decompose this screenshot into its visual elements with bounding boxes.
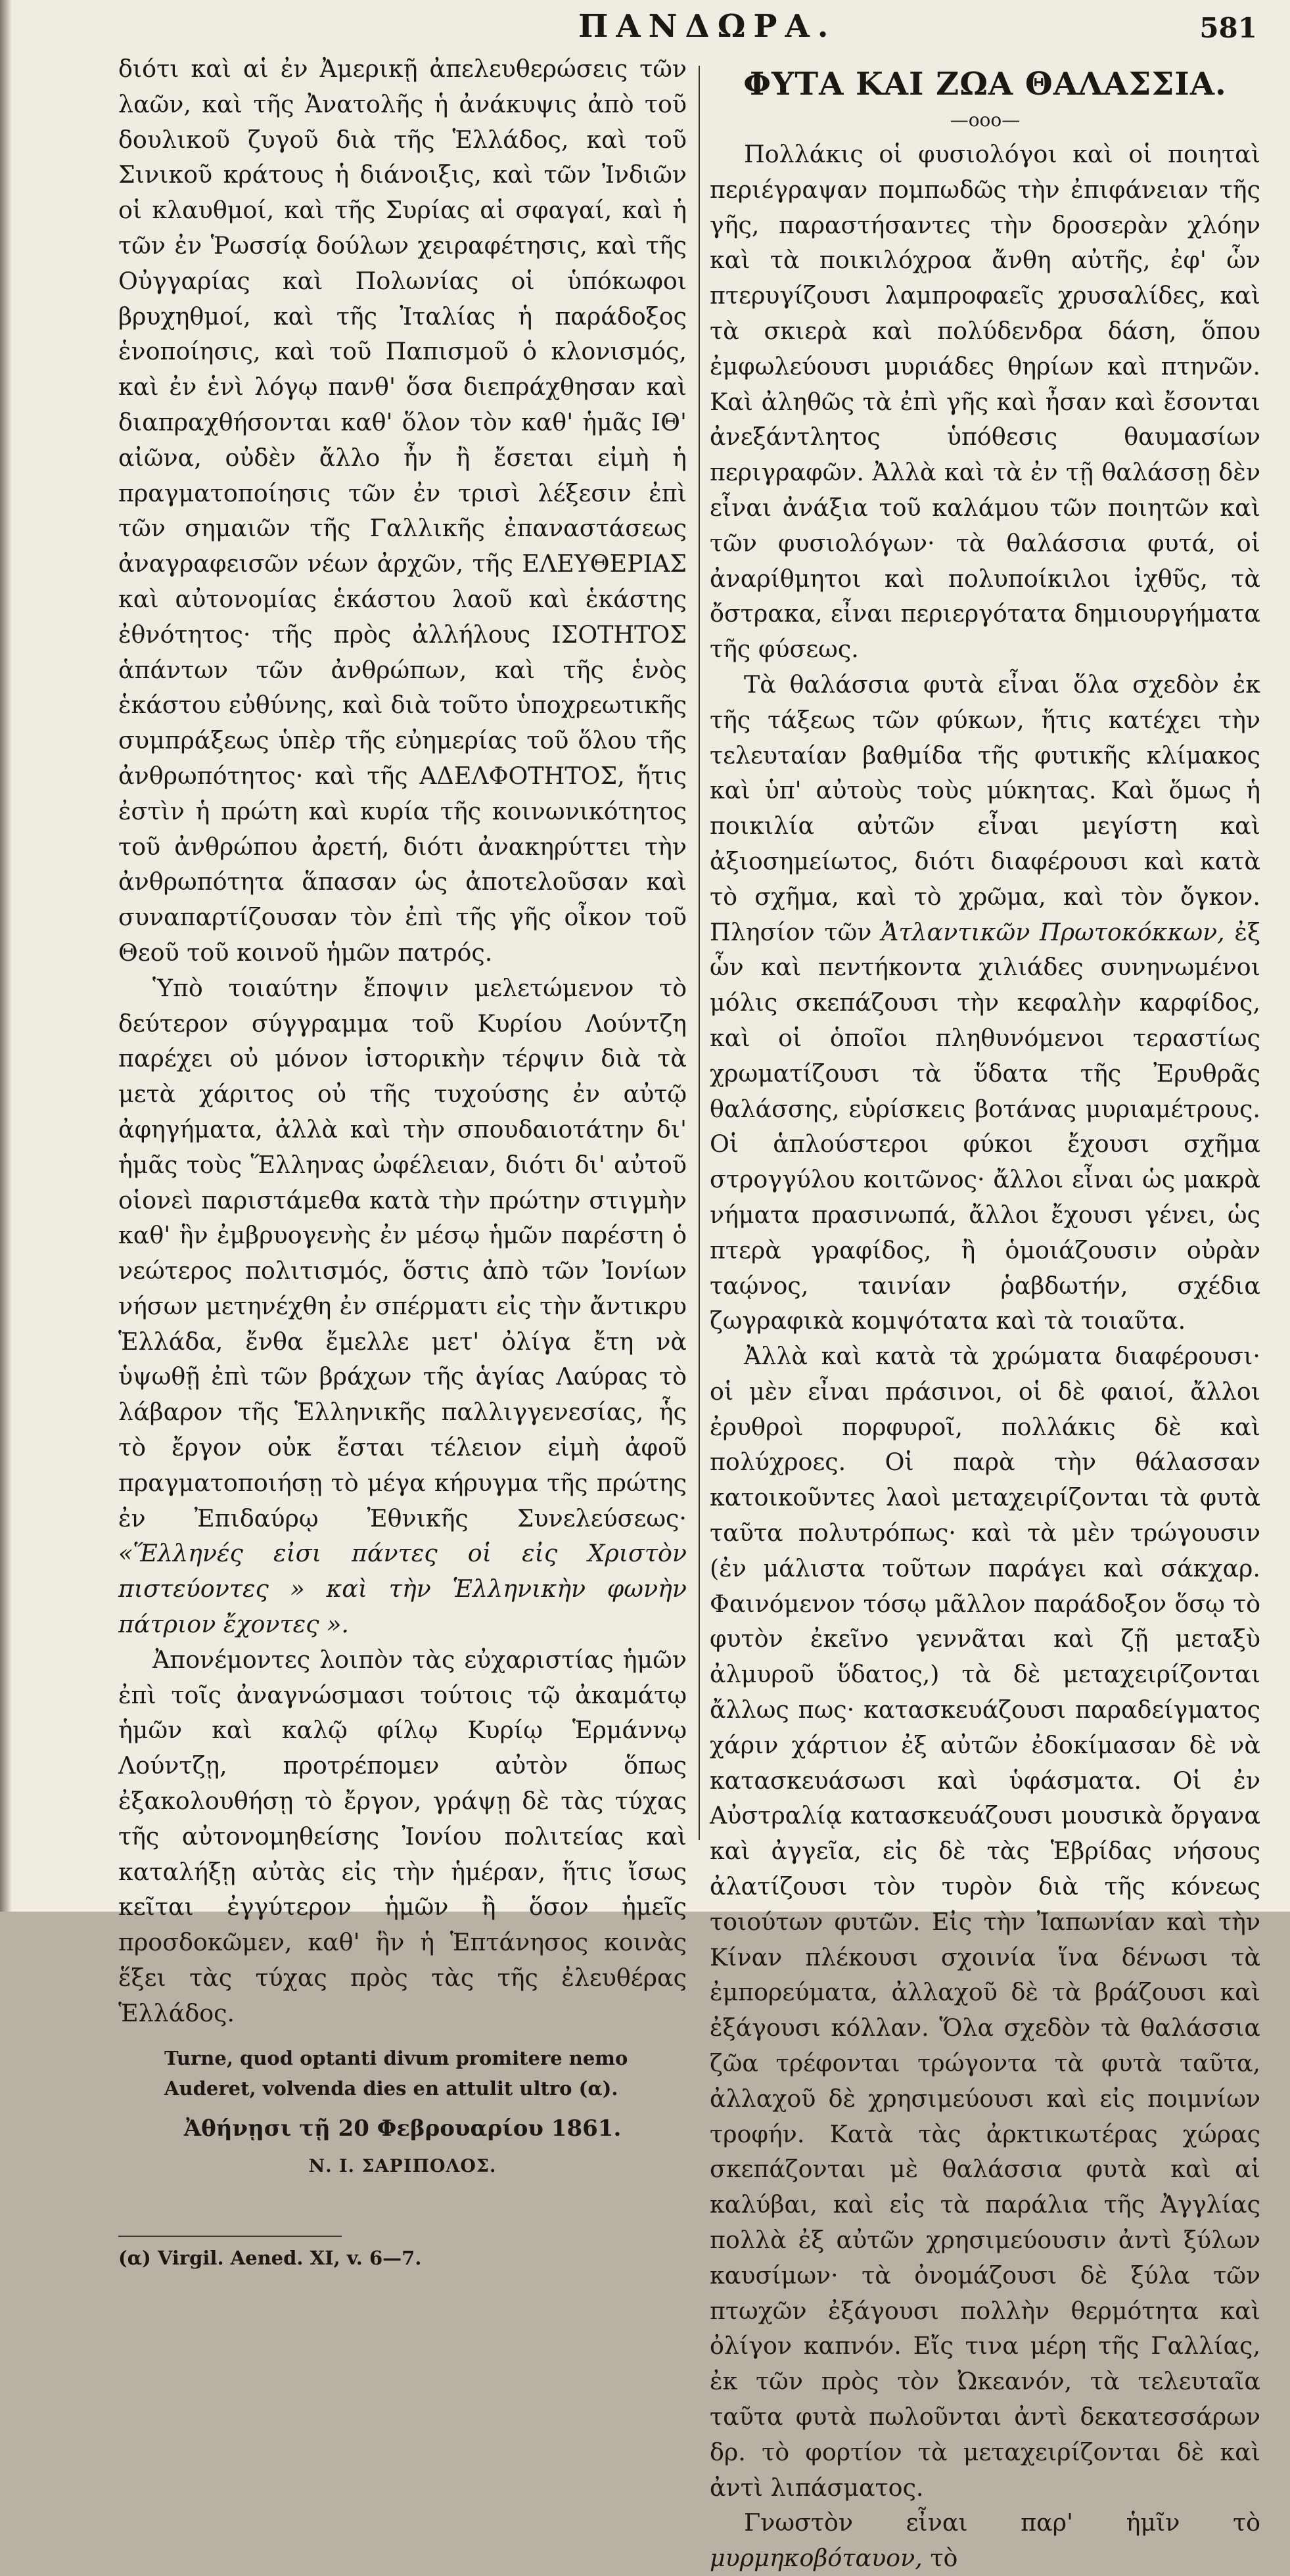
left-paragraph-2-text: Ὑπὸ τοιαύτην ἔποψιν μελετώμενον τὸ δεύτερον σύγγραμμα τοῦ Κυρίου Λούντζη παρέχει οὐ μόνον ἱστορικὴν τέρψιν διὰ τὰ μετὰ χάριτος οὐ τῆς τυχούσης ἐν αὐτῷ ἀφηγήματα, ἀλλὰ καὶ τὴν σπουδαιοτάτην δι' ἡμᾶς τοὺς Ἕλληνας ὠφέλειαν, διότι δι' αὐτοῦ οἱονεὶ παριστάμεθα κατὰ τὴν πρώτην στιγμὴν καθ' ἣν ἐμβρυογενὴς ἐν μέσῳ ἡμῶν παρέστη ὁ νεώτερος πολιτισμός, ὅστις ἀπὸ τῶν Ἰονίων νήσων μετηνέχθη ἐν σπέρματι εἰς τὴν ἄντικρυ Ἑλλάδα, ἔνθα ἔμελλε μετ' ὀλίγα ἔτη νὰ ὑψωθῇ ἐπὶ τῶν βράχων τῆς ἁγίας Λαύρας τὸ λάβαρον τῆς Ἑλληνικῆς παλλιγγενεσίας, ἧς τὸ ἔργον οὐκ ἔσται τέλειον εἰμὴ ἀφοῦ πραγματοποιήσῃ τὸ μέγα κήρυγμα τῆς πρώτης ἐν Ἐπιδαύρῳ Ἐθνικῆς Συνελεύσεως· — [118, 973, 687, 1532]
right-paragraph-4 — [710, 2505, 1260, 2576]
ant-plant-term: μυρμηκοβόταυον, — [710, 2544, 923, 2573]
atlantic-protococcus-term: Ἀτλαντικῶν Πρωτοκόκκων, — [881, 917, 1225, 946]
right-column — [710, 51, 1260, 2576]
binding-shadow — [0, 0, 12, 1912]
right-paragraph-2-text-b: ἐξ ὧν καὶ πεντήκοντα χιλιάδες συνηνωμένοι μόλις σκεπάζουσι τὴν κεφαλὴν καρφίδος, καὶ οἱ ὁποῖοι πληθυνόμενοι τεραστίως χρωματίζουσι τὰ ὕδατα τῆς Ἐρυθρᾶς θαλάσσης, εὑρίσκεις βοτάνας μυριαμέτρους. Οἱ ἁπλούστεροι φύκοι ἔχουσι σχῆμα στρογγύλου κοιτῶνος· ἄλλοι εἶναι ὡς μακρὰ νήματα πρασινωπά, ἄλλοι ἔχουσι γένει, ὡς πτερὰ γραφίδος, ἢ ὁμοιάζουσιν οὐρὰν ταῴνος, ταινίαν ῥαβδωτήν, σχέδια ζωγραφικὰ κομψότατα καὶ τὰ τοιαῦτα. — [710, 917, 1260, 1335]
right-paragraph-2 — [710, 667, 1260, 1339]
running-title: ΠΑΝΔΩΡΑ. — [578, 8, 837, 45]
footnote-rule — [118, 2236, 342, 2237]
author-signature: Ν. Ι. ΣΑΡΙΠΟΛΟΣ. — [308, 2156, 497, 2177]
right-paragraph-2-text-a: Τὰ θαλάσσια φυτὰ εἶναι ὅλα σχεδὸν ἐκ τῆς τάξεως τῶν φύκων, ἥτις κατέχει τὴν τελευταίαν βαθμίδα τῆς φυτικῆς κλίμακος καὶ ὑπ' αὐτοὺς τοὺς μύκητας. Καὶ ὅμως ἡ ποικιλία αὐτῶν εἶναι μεγίστη καὶ ἀξιοσημείωτος, διότι διαφέρουσι καὶ κατὰ τὸ σχῆμα, καὶ τὸ χρῶμα, καὶ τὸν ὄγκον. Πλησίον τῶν — [710, 670, 1260, 946]
right-paragraph-1: Πολλάκις οἱ φυσιολόγοι καὶ οἱ ποιηταὶ περιέγραψαν πομπωδῶς τὴν ἐπιφάνειαν τῆς γῆς, παραστήσαντες τὴν δροσερὰν χλόην καὶ τὰ ποικιλόχροα ἄνθη αὐτῆς, ἐφ' ὧν πτερυγίζουσι λαμπροφαεῖς χρυσαλίδες, καὶ τὰ σκιερὰ καὶ πολύδενδρα δάση, ὅπου ἐμφωλεύουσι μυριάδες θηρίων καὶ πτηνῶν. Καὶ ἀληθῶς τὰ ἐπὶ γῆς καὶ ἦσαν καὶ ἔσονται ἀνεξάντλητος ὑπόθεσις θαυμασίων περιγραφῶν. Ἀλλὰ καὶ τὰ ἐν τῇ θαλάσσῃ δὲν εἶναι ἀνάξια τοῦ καλάμου τῶν ποιητῶν καὶ τῶν φυσιολόγων· τὰ θαλάσσια φυτά, οἱ ἀναρίθμητοι καὶ πολυποίκιλοι ἰχθῦς, τὰ ὄστρακα, εἶναι περιεργότατα δημιουργήματα τῆς φύσεως. — [710, 140, 1260, 664]
left-paragraph-3: Ἀπονέμοντες λοιπὸν τὰς εὐχαριστίας ἡμῶν ἐπὶ τοῖς ἀναγνώσμασι τούτοις τῷ ἀκαμάτῳ ἡμῶν καὶ καλῷ φίλῳ Κυρίῳ Ἑρμάννῳ Λούντζῃ, προτρέπομεν αὐτὸν ὅπως ἐξακολουθήσῃ τὸ ἔργον, γράψῃ δὲ τὰς τύχας τῆς αὐτονομηθείσης Ἰονίου πολιτείας καὶ καταλήξῃ αὐτὰς εἰς τὴν ἡμέραν, ἥτις ἴσως κεῖται ἐγγύτερον ἡμῶν ἢ ὅσον ἡμεῖς προσδοκῶμεν, καθ' ἣν ἡ Ἑπτάνησος κοινὰς ἕξει τὰς τύχας πρὸς τὰς τῆς ἐλευθέρας Ἑλλάδος. — [118, 1645, 687, 2027]
right-paragraph-4-start: Γνωστὸν εἶναι παρ' ἡμῖν τὸ — [744, 2508, 1260, 2537]
dateline: Ἀθήνῃσι τῇ 20 Φεβρουαρίου 1861. — [183, 2115, 622, 2142]
assembly-proclamation-quote: «Ἕλληνές εἰσι πάντες οἱ εἰς Χριστὸν πιστεύοντες » καὶ τὴν Ἑλληνικὴν φωνὴν πάτριον ἔχοντες ». — [118, 1539, 687, 1639]
latin-quote-line-1: Turne, quod optanti divum promitere nemo — [164, 2046, 628, 2069]
left-paragraph-2 — [118, 971, 687, 1642]
footnote: (α) Virgil. Aened. XI, v. 6—7. — [118, 2247, 422, 2270]
page-header — [0, 0, 1290, 51]
right-paragraph-4-end: τὸ — [930, 2544, 958, 2573]
title-ornament: —ooo— — [950, 109, 1021, 131]
page-number: 581 — [1199, 12, 1257, 44]
right-paragraph-3: Ἀλλὰ καὶ κατὰ τὰ χρώματα διαφέρουσι· οἱ μὲν εἶναι πράσινοι, οἱ δὲ φαιοί, ἄλλοι ἐρυθροὶ πορφυροῖ, πολλάκις δὲ καὶ πολύχροες. Οἱ παρὰ τὴν θάλασσαν κατοικοῦντες λαοὶ μεταχειρίζονται τὰ φυτὰ ταῦτα πολυτρόπως· καὶ τὰ μὲν τρώγουσιν (ἐν μάλιστα τοῦτων παράγει καὶ σάκχαρ. Φαινόμενον τόσῳ μᾶλλον παράδοξον ὅσῳ τὸ φυτὸν ἐκεῖνο γεννᾶται καὶ ζῇ μεταξὺ ἀλμυροῦ ὕδατος,) τὰ δὲ μεταχειρίζονται ἄλλως πως· κατασκευάζουσι παραδείγματος χάριν χάρτιον ἐξ αὐτῶν ἐδοκίμασαν δὲ νὰ κατασκευάσωσι καὶ ὑφάσματα. Οἱ ἐν Αὐστραλίᾳ κατασκευάζουσι μουσικὰ ὄργανα καὶ ἀγγεῖα, εἰς δὲ τὰς Ἑβρίδας νήσους ἀλατίζουσι τὸν τυρὸν διὰ τῆς κόνεως τοιούτων φυτῶν. Εἰς τὴν Ἰαπωνίαν καὶ τὴν Κίναν πλέκουσι σχοινία ἵνα δένωσι τὰ ἐμπορεύματα, ἀλλαχοῦ δὲ τὰ βράζουσι καὶ ἐξάγουσι κόλλαν. Ὅλα σχεδὸν τὰ θαλάσσια ζῶα τρέφονται τρώγοντα τὰ φυτὰ ταῦτα, ἀλλαχοῦ δὲ χρησιμεύουσι καὶ εἰς ποιμνίων τροφήν. Κατὰ τὰς ἀρκτικωτέρας χώρας σκεπάζονται μὲ θαλάσσια φυτὰ καὶ αἱ καλύβαι, καὶ εἰς τὰ παράλια τῆς Ἀγγλίας πολλὰ ἐξ αὐτῶν χρησιμεύουσιν ἀντὶ ξύλων καυσίμων· τὰ ὀνομάζουσι δὲ ξύλα τῶν πτωχῶν ἐξάγουσι πολλὴν θερμότητα καὶ ὀλίγον καπνόν. Εἴς τινα μέρη τῆς Γαλλίας, ἐκ τῶν πρὸς τὸν Ὠκεανόν, τὰ τελευταῖα ταῦτα φυτὰ πωλοῦνται ἀντὶ δεκατεσσάρων δρ. τὸ φορτίον τὰ μεταχειρίζονται δὲ καὶ ἀντὶ λιπάσματος. — [710, 1342, 1260, 2502]
left-column — [118, 51, 687, 2272]
latin-quote-line-2: Auderet, volvenda dies en attulit ultro (α). — [164, 2077, 618, 2100]
left-paragraph-1: διότι καὶ αἱ ἐν Ἀμερικῇ ἀπελευθερώσεις τῶν λαῶν, καὶ τῆς Ἀνατολῆς ἡ ἀνάκυψις ἀπὸ τοῦ δουλικοῦ ζυγοῦ διὰ τῆς Ἑλλάδος, καὶ τοῦ Σινικοῦ κράτους ἡ διάνοιξις, καὶ τῶν Ἰνδιῶν οἱ κλαυθμοί, καὶ τῆς Συρίας αἱ σφαγαί, καὶ ἡ τῶν ἐν Ῥωσσίᾳ δούλων χειραφέτησις, καὶ τῆς Οὐγγαρίας καὶ Πολωνίας οἱ ὑπόκωφοι βρυχηθμοί, καὶ τῆς Ἰταλίας ἡ παράδοξος ἑνοποίησις, καὶ τοῦ Παπισμοῦ ὁ κλονισμός, καὶ ἐν ἑνὶ λόγῳ πανθ' ὅσα διεπράχθησαν καὶ διαπραχθήσονται καθ' ὅλον τὸν καθ' ἡμᾶς ΙΘ' αἰῶνα, οὐδὲν ἄλλο ἦν ἢ ἔσεται εἰμὴ ἡ πραγματοποίησις τῶν ἐν τρισὶ λέξεσιν ἐπὶ τῶν σημαιῶν τῆς Γαλλικῆς ἐπαναστάσεως ἀναγραφεισῶν νέων ἀρχῶν, τῆς ΕΛΕΥΘΕΡΙΑΣ καὶ αὐτονομίας ἑκάστου λαοῦ καὶ ἑκάστης ἐθνότητος· τῆς πρὸς ἀλλήλους ΙΣΟΤΗΤΟΣ ἁπάντων τῶν ἀνθρώπων, καὶ τῆς ἑνὸς ἑκάστου εὐθύνης, καὶ διὰ τοῦτο ὑποχρεωτικῆς συμπράξεως ὑπὲρ τῆς εὐημερίας τοῦ ὅλου τῆς ἀνθρωπότητος· καὶ τῆς ΑΔΕΛΦΟΤΗΤΟΣ, ἥτις ἐστὶν ἡ πρώτη καὶ κυρία τῆς κοινωνικότητος τοῦ ἀνθρώπου ἀρετή, διότι ἀνακηρύττει τὴν ἀνθρωπότητα ἅπασαν ὡς ἀποτελοῦσαν καὶ συναπαρτίζουσαν τὸν ἐπὶ τῆς γῆς οἶκον τοῦ Θεοῦ τοῦ κοινοῦ ἡμῶν πατρός. — [118, 55, 687, 967]
column-divider — [699, 66, 700, 1840]
article-title: ΦΥΤΑ ΚΑΙ ΖΩΑ ΘΑΛΑΣΣΙΑ. — [743, 66, 1227, 103]
